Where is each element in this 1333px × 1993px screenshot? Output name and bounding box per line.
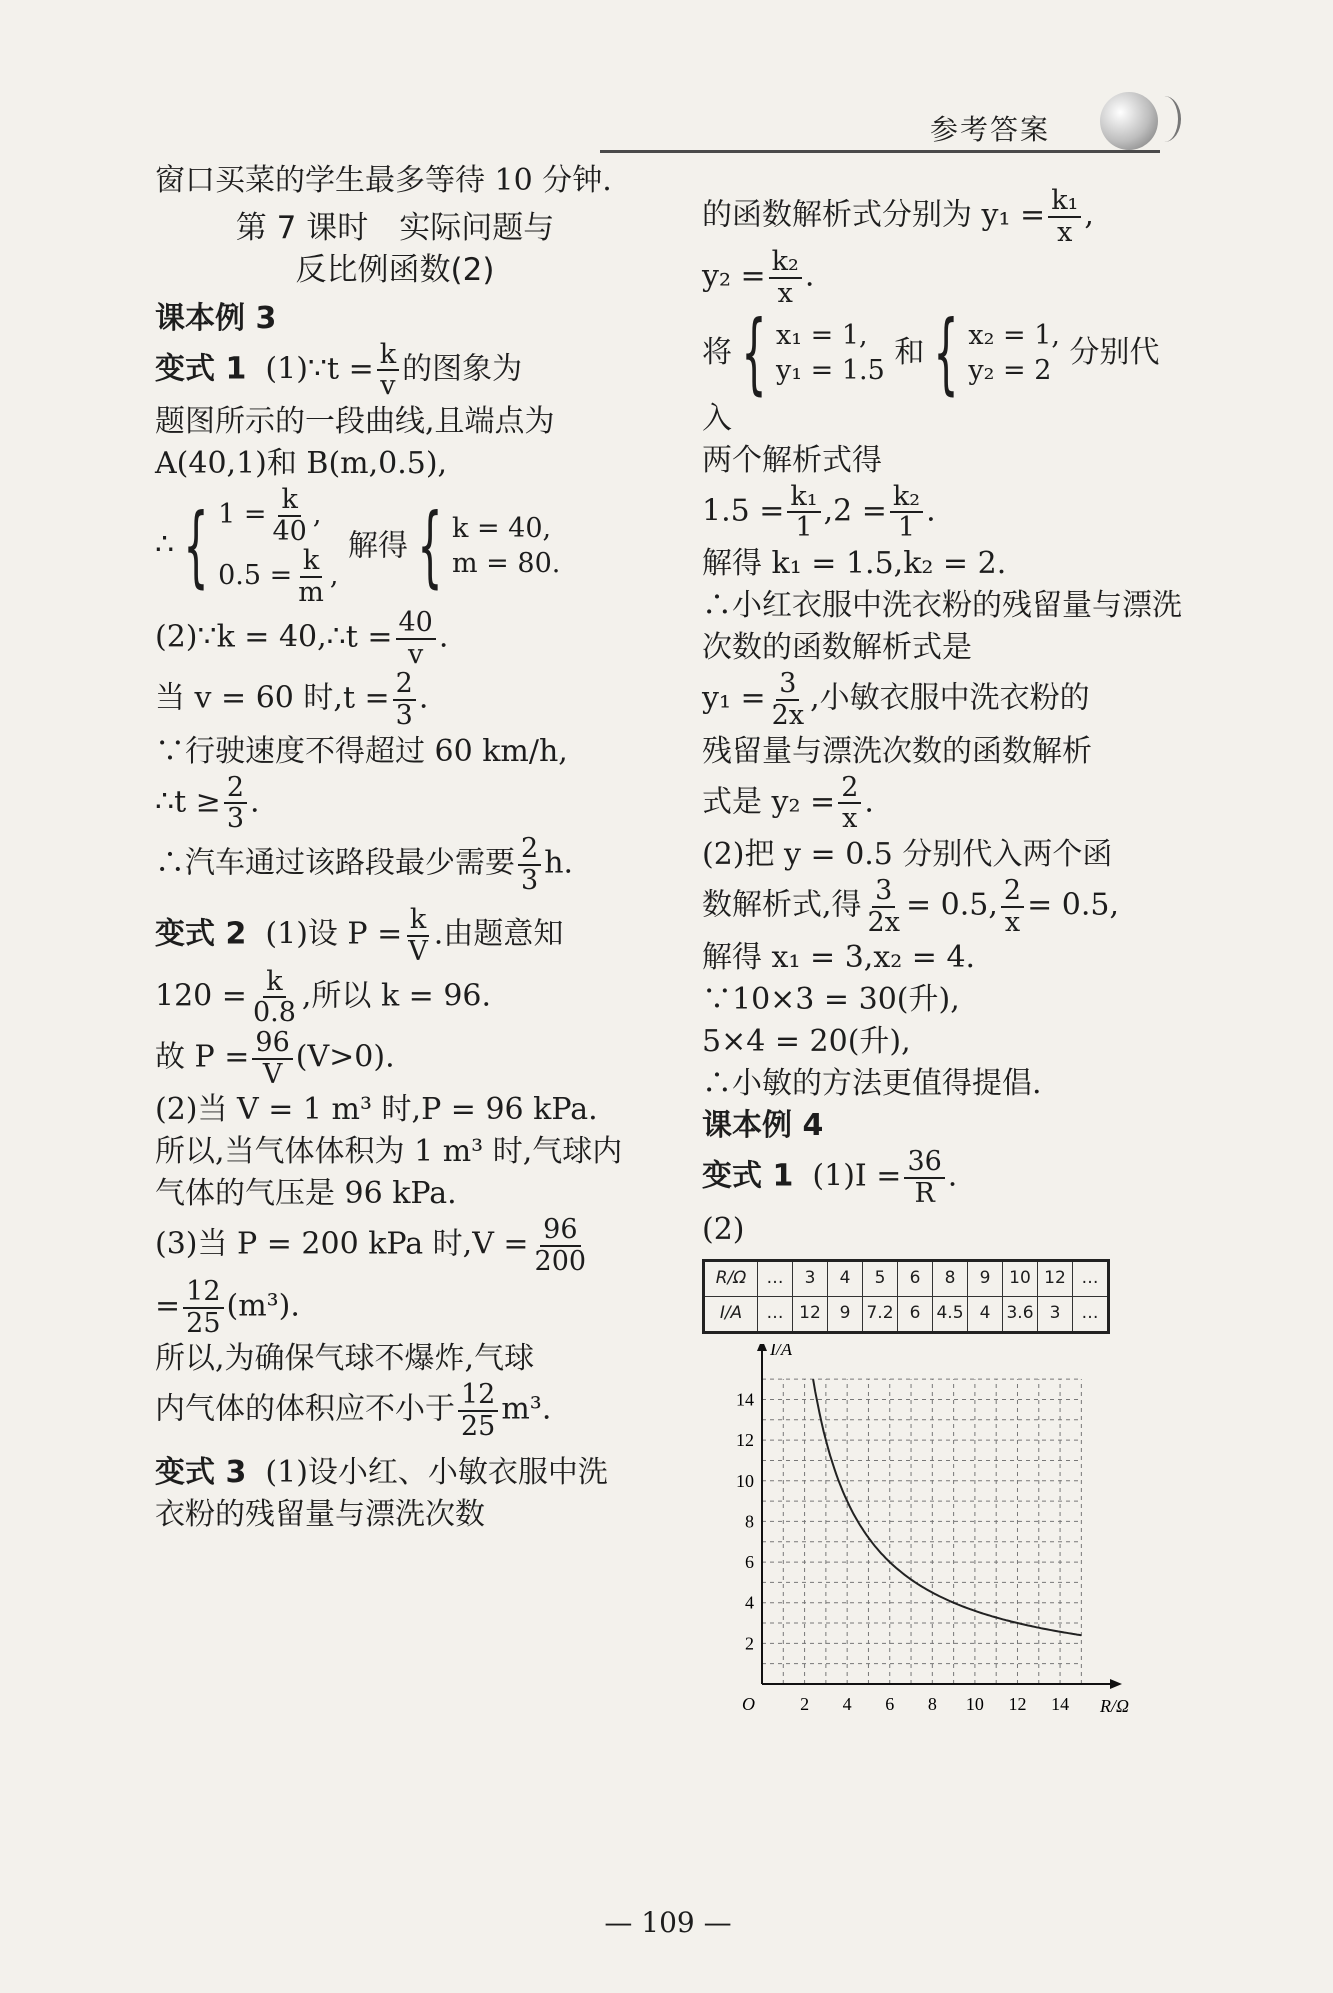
table-cell: 6 xyxy=(898,1296,933,1332)
right-line-b: y₂ = $\frac{\text{k₂}}{x}$ . xyxy=(702,246,815,310)
variant-2-line-2: 120 = $\frac{k}{0.8}$ ,所以 k = 96. xyxy=(155,965,492,1029)
table-cell: 9 xyxy=(828,1296,863,1332)
x-tick-label: 4 xyxy=(842,1693,852,1714)
origin-label: O xyxy=(742,1693,755,1714)
right-line-a: 的函数解析式分别为 y₁ = $\frac{\text{k₁}}{x}$ , xyxy=(702,185,1094,248)
right-line-n: ∵10×3 = 30(升), xyxy=(702,982,960,1018)
variant-2-part-3-result: = $\frac{12}{25}$ (m³). xyxy=(155,1275,300,1339)
right-line-m: 解得 x₁ = 3,x₂ = 4. xyxy=(702,940,976,976)
table-header: I/A xyxy=(704,1296,758,1332)
variant-2-part-3: (3)当 P = 200 kPa 时,V = $\frac{96}{200}$ xyxy=(155,1214,587,1278)
table-cell: 3 xyxy=(793,1260,828,1296)
table-cell: 7.2 xyxy=(863,1296,898,1332)
table-cell: 3 xyxy=(1038,1296,1073,1332)
y-tick-label: 14 xyxy=(736,1389,754,1410)
x-axis-arrow-icon xyxy=(1110,1679,1122,1689)
variant-3-label: 变式 3 xyxy=(155,1454,247,1490)
lesson-title xyxy=(155,208,635,292)
y-tick-label: 12 xyxy=(736,1429,754,1450)
table-cell: 12 xyxy=(1038,1260,1073,1296)
y-axis-arrow-icon xyxy=(757,1344,767,1351)
table-cell: 5 xyxy=(863,1260,898,1296)
y-tick-label: 10 xyxy=(736,1470,754,1491)
equation-system: ∴ { 1 = $\frac{k}{40}$ , 0.5 = $\frac{k}{m}$ , 解得 { k = 40, m = 80. xyxy=(155,484,561,609)
inverse-function-chart xyxy=(702,1344,1132,1734)
section-title: 参考答案 xyxy=(930,113,1051,146)
variant-2-part-2: (2)当 V = 1 m³ 时,P = 96 kPa. xyxy=(155,1092,598,1128)
table-cell: … xyxy=(1073,1296,1109,1332)
variant-1-inequality: ∴t ≥ $\frac{2}{3}$ . xyxy=(155,771,260,835)
right-line-p: ∴小敏的方法更值得提倡. xyxy=(702,1066,1042,1102)
variant-2-part-3-text: 所以,为确保气球不爆炸,气球 xyxy=(155,1341,535,1377)
value-table xyxy=(702,1259,1110,1334)
x-axis-label: R/Ω xyxy=(1100,1695,1130,1716)
table-cell: 10 xyxy=(1003,1260,1038,1296)
example-4-variant-1: 变式 1 (1)I = $\frac{36}{R}$ . xyxy=(702,1146,958,1209)
variant-1-label: 变式 1 xyxy=(155,351,247,387)
part-2-label: (2) xyxy=(702,1211,745,1247)
right-line-o: 5×4 = 20(升), xyxy=(702,1024,911,1060)
right-line-e: 1.5 = $\frac{\text{k₁}}{1}$ ,2 = $\frac{\text{k₂}}{1}$ . xyxy=(702,480,936,544)
example-4-heading: 课本例 4 xyxy=(702,1108,824,1144)
page-number: — 109 — xyxy=(604,1906,732,1939)
table-cell: 9 xyxy=(968,1260,1003,1296)
lesson-title-line-2: 反比例函数(2) xyxy=(295,251,495,288)
variant-1-line-3: A(40,1)和 B(m,0.5), xyxy=(155,446,448,482)
table-cell: 8 xyxy=(933,1260,968,1296)
variant-2-label: 变式 2 xyxy=(155,917,247,952)
right-line-k: (2)把 y = 0.5 分别代入两个函 xyxy=(702,836,1113,872)
variant-1-part-2: (2)∵k = 40,∴t = $\frac{40}{v}$ . xyxy=(155,606,449,670)
right-line-j: 式是 y₂ = $\frac{2}{x}$ . xyxy=(702,771,874,835)
variant-1-line-2: 题图所示的一段曲线,且端点为 xyxy=(155,404,555,440)
variant-2-part-3-final: 内气体的体积应不小于 $\frac{12}{25}$ m³. xyxy=(155,1379,552,1442)
x-tick-label: 10 xyxy=(965,1693,984,1714)
right-line-h: y₁ = $\frac{3}{2x}$ ,小敏衣服中洗衣粉的 xyxy=(702,668,1090,731)
fraction: $\frac{k}{v}$ xyxy=(377,340,399,401)
right-line-g: ∴小红衣服中洗衣粉的残留量与漂洗次数的函数解析式是 xyxy=(702,588,1182,666)
variant-2-line-1: 变式 2 (1)设 P = $\frac{k}{V}$ .由题意知 xyxy=(155,904,564,967)
y-tick-label: 4 xyxy=(745,1592,754,1613)
x-tick-label: 8 xyxy=(927,1693,937,1714)
y-axis-label: I/A xyxy=(770,1343,792,1359)
y-tick-label: 2 xyxy=(745,1632,754,1653)
table-row xyxy=(704,1296,1109,1332)
y-tick-label: 6 xyxy=(745,1551,754,1572)
table-cell: 4.5 xyxy=(933,1296,968,1332)
x-tick-label: 2 xyxy=(800,1693,810,1714)
x-tick-label: 6 xyxy=(885,1693,895,1714)
function-curve xyxy=(813,1379,1081,1635)
variant-1-conclusion: ∴汽车通过该路段最少需要 $\frac{2}{3}$ h. xyxy=(155,832,574,896)
variant-3-line-1: 变式 3 (1)设小红、小敏衣服中洗衣粉的残留量与漂洗次数 xyxy=(155,1454,608,1532)
y-tick-label: 8 xyxy=(745,1511,754,1532)
table-cell: 6 xyxy=(898,1260,933,1296)
right-line-l: 数解析式,得 $\frac{3}{2x}$ = 0.5, $\frac{2}{x}$ = 0.5, xyxy=(702,874,1119,938)
lesson-title-line-1: 第 7 课时 实际问题与 xyxy=(235,210,555,246)
right-substitution: 将 { x₁ = 1, y₁ = 1.5 和 { x₂ = 1, y₂ = 2 分别代入 xyxy=(702,300,1160,436)
table-cell: … xyxy=(758,1296,793,1332)
right-line-f: 解得 k₁ = 1.5,k₂ = 2. xyxy=(702,546,1007,582)
table-header: R/Ω xyxy=(704,1260,758,1296)
right-line-i: 残留量与漂洗次数的函数解析 xyxy=(702,733,1092,769)
right-line-d: 两个解析式得 xyxy=(702,442,882,478)
example-3-heading: 课本例 3 xyxy=(155,300,277,336)
decorative-swoosh-icon xyxy=(1148,96,1181,142)
table-cell: … xyxy=(1073,1260,1109,1296)
right-column xyxy=(702,186,1182,1746)
x-tick-label: 12 xyxy=(1008,1693,1027,1714)
table-cell: … xyxy=(758,1260,793,1296)
header-rule xyxy=(600,150,1160,153)
table-cell: 3.6 xyxy=(1003,1296,1038,1332)
variant-1-line-1: 变式 1 (1)∵t = $\frac{k}{v}$ 的图象为 xyxy=(155,338,523,402)
continuation-text: 窗口买菜的学生最多等待 10 分钟. xyxy=(155,163,612,198)
table-cell: 12 xyxy=(793,1296,828,1332)
variant-2-part-2-conclusion: 所以,当气体体积为 1 m³ 时,气球内气体的气压是 96 kPa. xyxy=(155,1134,623,1212)
table-row xyxy=(704,1260,1109,1296)
table-cell: 4 xyxy=(968,1296,1003,1332)
left-column xyxy=(155,160,635,1536)
variant-1-when-v60: 当 v = 60 时,t = $\frac{2}{3}$ . xyxy=(155,668,429,731)
x-tick-label: 14 xyxy=(1051,1693,1070,1714)
example-4-variant-1-label: 变式 1 xyxy=(702,1158,794,1194)
variant-1-speed-limit: ∵行驶速度不得超过 60 km/h, xyxy=(155,733,568,769)
table-cell: 4 xyxy=(828,1260,863,1296)
variant-2-line-3: 故 P = $\frac{96}{V}$ (V>0). xyxy=(155,1027,395,1090)
